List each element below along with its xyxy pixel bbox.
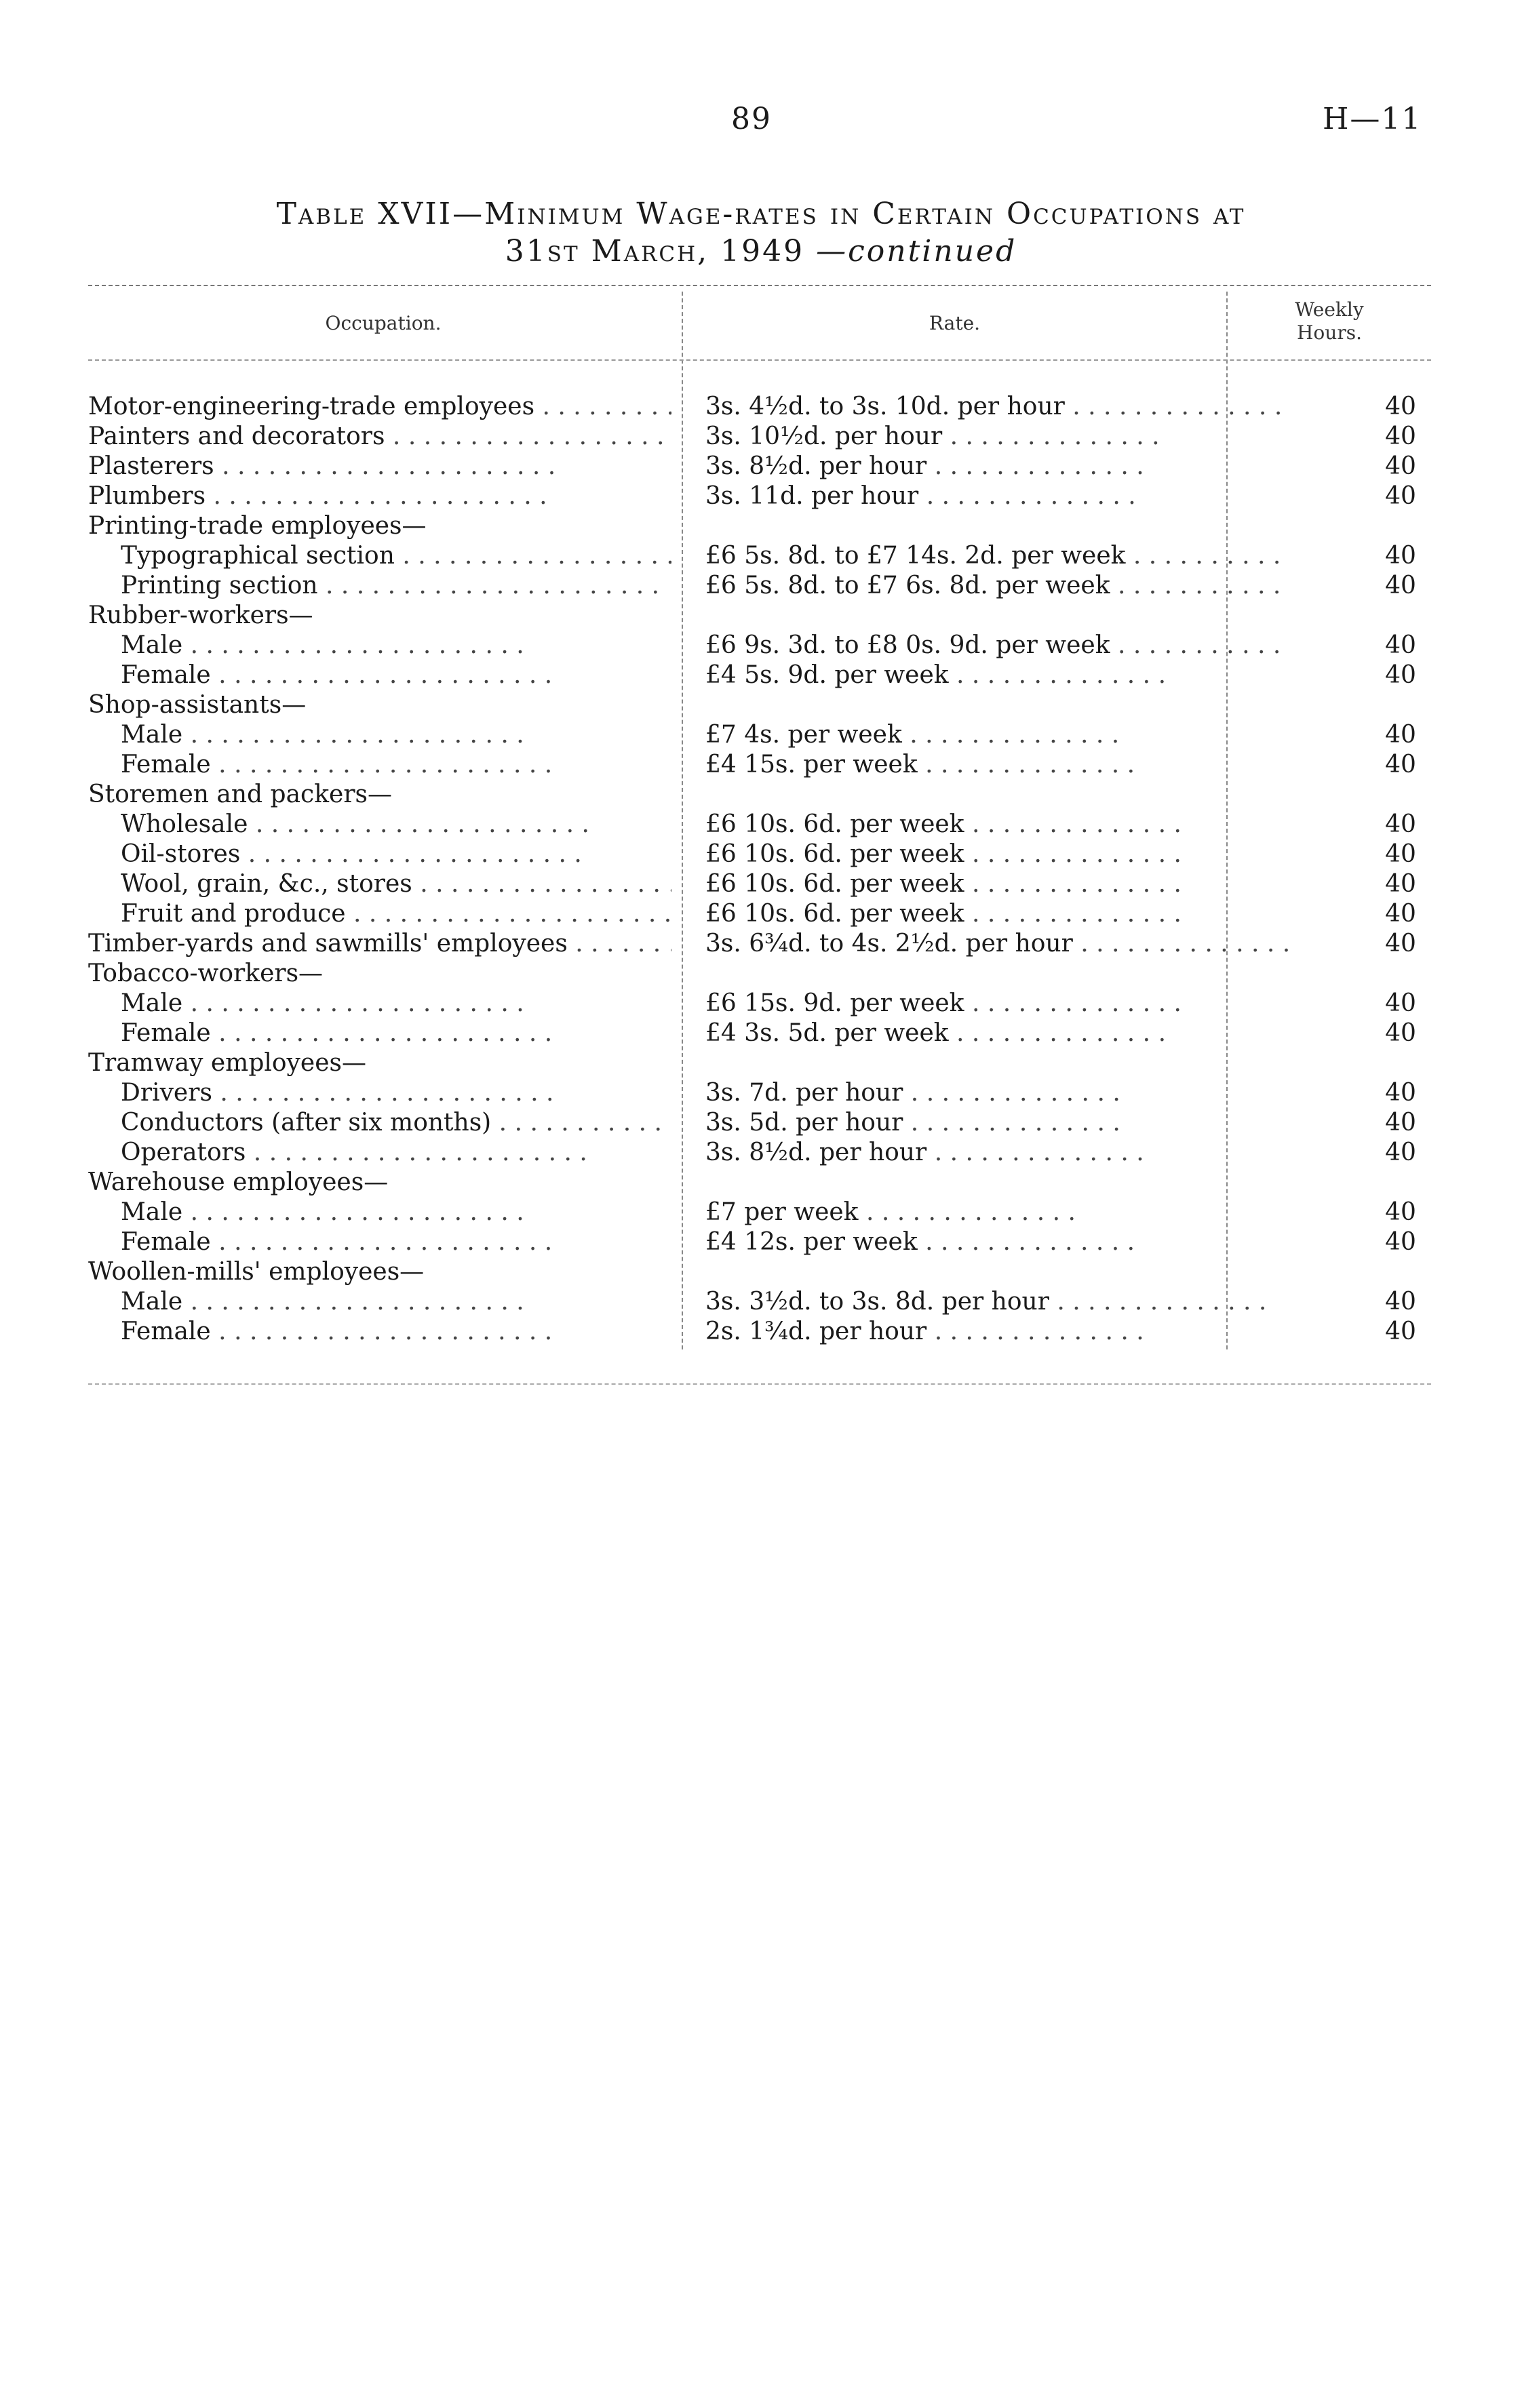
column-header-hours-line2: Hours. <box>1297 321 1362 344</box>
occupation-group-label: Tobacco-workers— <box>88 960 324 987</box>
rate-cell: £6 5s. 8d. to £7 14s. 2d. per week . . <box>705 541 1289 571</box>
rate-cell: 3s. 8½d. per hour . . <box>705 1138 1289 1168</box>
occupation-cell: Drivers . . <box>121 1078 671 1108</box>
column-header-rate: Rate. <box>929 312 981 334</box>
occupation-group-label: Shop-assistants— <box>88 691 307 719</box>
occupation-cell: Fruit and produce . . <box>121 899 671 929</box>
table-row <box>88 631 1431 660</box>
occupation-cell: Wool, grain, &c., stores . . <box>121 869 671 899</box>
hours-cell: 40 <box>1385 661 1416 689</box>
occupation-cell: Wholesale . . <box>121 810 671 840</box>
hours-cell: 40 <box>1385 989 1416 1017</box>
hours-cell: 40 <box>1385 1228 1416 1256</box>
occupation-cell: Plumbers . . <box>88 481 671 511</box>
page-number: 89 <box>731 102 772 136</box>
hours-cell: 40 <box>1385 1079 1416 1107</box>
rate-cell: £4 5s. 9d. per week . . <box>705 660 1289 690</box>
table-row <box>88 989 1431 1019</box>
occupation-cell: Female . . <box>121 1317 671 1347</box>
hours-cell: 40 <box>1385 1019 1416 1047</box>
occupation-cell: Male . . <box>121 1287 671 1317</box>
rate-cell: £4 12s. per week . . <box>705 1227 1289 1257</box>
occupation-cell: Female . . <box>121 750 671 780</box>
rate-cell: 2s. 1¾d. per hour . . <box>705 1317 1289 1347</box>
occupation-group-label: Printing-trade employees— <box>88 512 427 540</box>
rate-cell: £4 3s. 5d. per week . . <box>705 1019 1289 1048</box>
table-row <box>88 959 1431 989</box>
table-row <box>88 1227 1431 1257</box>
table-row <box>88 1168 1431 1198</box>
occupation-group-label: Warehouse employees— <box>88 1168 389 1196</box>
table-row <box>88 1257 1431 1287</box>
hours-cell: 40 <box>1385 1139 1416 1166</box>
table-bottom-rule <box>88 1383 1431 1385</box>
occupation-cell: Male . . <box>121 1198 671 1227</box>
table-title: Table XVII—Minimum Wage-rates in Certain Occupations at <box>276 197 1246 231</box>
table-row <box>88 840 1431 869</box>
occupation-cell: Male . . <box>121 720 671 750</box>
table-row <box>88 1048 1431 1078</box>
hours-cell: 40 <box>1385 631 1416 659</box>
hours-cell: 40 <box>1385 1109 1416 1137</box>
hours-cell: 40 <box>1385 422 1416 450</box>
rate-cell: £6 10s. 6d. per week . . <box>705 869 1289 899</box>
column-header-occupation: Occupation. <box>325 312 442 334</box>
hours-cell: 40 <box>1385 1198 1416 1226</box>
occupation-cell: Male . . <box>121 989 671 1019</box>
table-row <box>88 571 1431 601</box>
rate-cell: 3s. 7d. per hour . . <box>705 1078 1289 1108</box>
rate-cell: £7 4s. per week . . <box>705 720 1289 750</box>
rate-cell: 3s. 4½d. to 3s. 10d. per hour . . <box>705 392 1289 422</box>
table-body <box>88 392 1431 1347</box>
table-title-date <box>0 234 1522 269</box>
rate-cell: 3s. 8½d. per hour . . <box>705 452 1289 481</box>
occupation-cell: Male . . <box>121 631 671 660</box>
rate-cell: £6 10s. 6d. per week . . <box>705 810 1289 840</box>
occupation-cell: Oil-stores . . <box>121 840 671 869</box>
table-row <box>88 1138 1431 1168</box>
hours-cell: 40 <box>1385 542 1416 570</box>
table-row <box>88 481 1431 511</box>
occupation-group-label: Woollen-mills' employees— <box>88 1258 425 1286</box>
rate-cell: £6 9s. 3d. to £8 0s. 9d. per week . . <box>705 631 1289 660</box>
column-header-hours <box>1228 298 1431 344</box>
occupation-cell: Female . . <box>121 660 671 690</box>
table-row <box>88 690 1431 720</box>
table-row <box>88 422 1431 452</box>
occupation-cell: Printing section . . <box>121 571 671 601</box>
column-header-hours-line1: Weekly <box>1295 298 1364 321</box>
occupation-cell: Plasterers . . <box>88 452 671 481</box>
rate-cell: £6 10s. 6d. per week . . <box>705 840 1289 869</box>
table-row <box>88 660 1431 690</box>
occupation-cell: Painters and decorators . . <box>88 422 671 452</box>
rate-cell: 3s. 10½d. per hour . . <box>705 422 1289 452</box>
occupation-cell: Operators . . <box>121 1138 671 1168</box>
table-title-date-text: 31st March, 1949 <box>505 234 805 269</box>
table-row <box>88 780 1431 810</box>
hours-cell: 40 <box>1385 930 1416 958</box>
hours-cell: 40 <box>1385 751 1416 778</box>
table-row <box>88 899 1431 929</box>
occupation-group-label: Rubber-workers— <box>88 601 313 629</box>
page-reference: H—11 <box>1323 102 1422 136</box>
hours-cell: 40 <box>1385 393 1416 420</box>
hours-cell: 40 <box>1385 810 1416 838</box>
hours-cell: 40 <box>1385 572 1416 599</box>
hours-cell: 40 <box>1385 840 1416 868</box>
table-row <box>88 929 1431 959</box>
occupation-group-label: Storemen and packers— <box>88 781 392 808</box>
hours-cell: 40 <box>1385 452 1416 480</box>
hours-cell: 40 <box>1385 482 1416 510</box>
table-row <box>88 1198 1431 1227</box>
hours-cell: 40 <box>1385 1318 1416 1345</box>
rate-cell: £6 15s. 9d. per week . . <box>705 989 1289 1019</box>
rate-cell: 3s. 11d. per hour . . <box>705 481 1289 511</box>
table-row <box>88 1317 1431 1347</box>
occupation-cell: Female . . <box>121 1227 671 1257</box>
table-row <box>88 511 1431 541</box>
table-row <box>88 1287 1431 1317</box>
rate-cell: £7 per week . . <box>705 1198 1289 1227</box>
occupation-group-label: Tramway employees— <box>88 1049 366 1077</box>
hours-cell: 40 <box>1385 870 1416 898</box>
rate-cell: 3s. 5d. per hour . . <box>705 1108 1289 1138</box>
hours-cell: 40 <box>1385 721 1416 749</box>
rate-cell: 3s. 3½d. to 3s. 8d. per hour . . <box>705 1287 1289 1317</box>
occupation-cell: Typographical section . . <box>121 541 671 571</box>
rate-cell: 3s. 6¾d. to 4s. 2½d. per hour . . <box>705 929 1289 959</box>
table-row <box>88 869 1431 899</box>
rate-cell: £4 15s. per week . . <box>705 750 1289 780</box>
table-row <box>88 1108 1431 1138</box>
table-row <box>88 601 1431 631</box>
table-row <box>88 392 1431 422</box>
rate-cell: £6 5s. 8d. to £7 6s. 8d. per week . . <box>705 571 1289 601</box>
table-title-continued: —continued <box>816 234 1017 269</box>
rate-cell: £6 10s. 6d. per week . . <box>705 899 1289 929</box>
table-row <box>88 1019 1431 1048</box>
table-row <box>88 810 1431 840</box>
table-row <box>88 452 1431 481</box>
table-row <box>88 541 1431 571</box>
occupation-cell: Motor-engineering-trade employees . . <box>88 392 671 422</box>
table-top-rule <box>88 285 1431 286</box>
occupation-cell: Female . . <box>121 1019 671 1048</box>
table-row <box>88 750 1431 780</box>
table-row <box>88 720 1431 750</box>
occupation-cell: Conductors (after six months) . . <box>121 1108 671 1138</box>
occupation-cell: Timber-yards and sawmills' employees . . <box>88 929 671 959</box>
table-row <box>88 1078 1431 1108</box>
table-header-rule <box>88 359 1431 361</box>
hours-cell: 40 <box>1385 1288 1416 1316</box>
hours-cell: 40 <box>1385 900 1416 928</box>
